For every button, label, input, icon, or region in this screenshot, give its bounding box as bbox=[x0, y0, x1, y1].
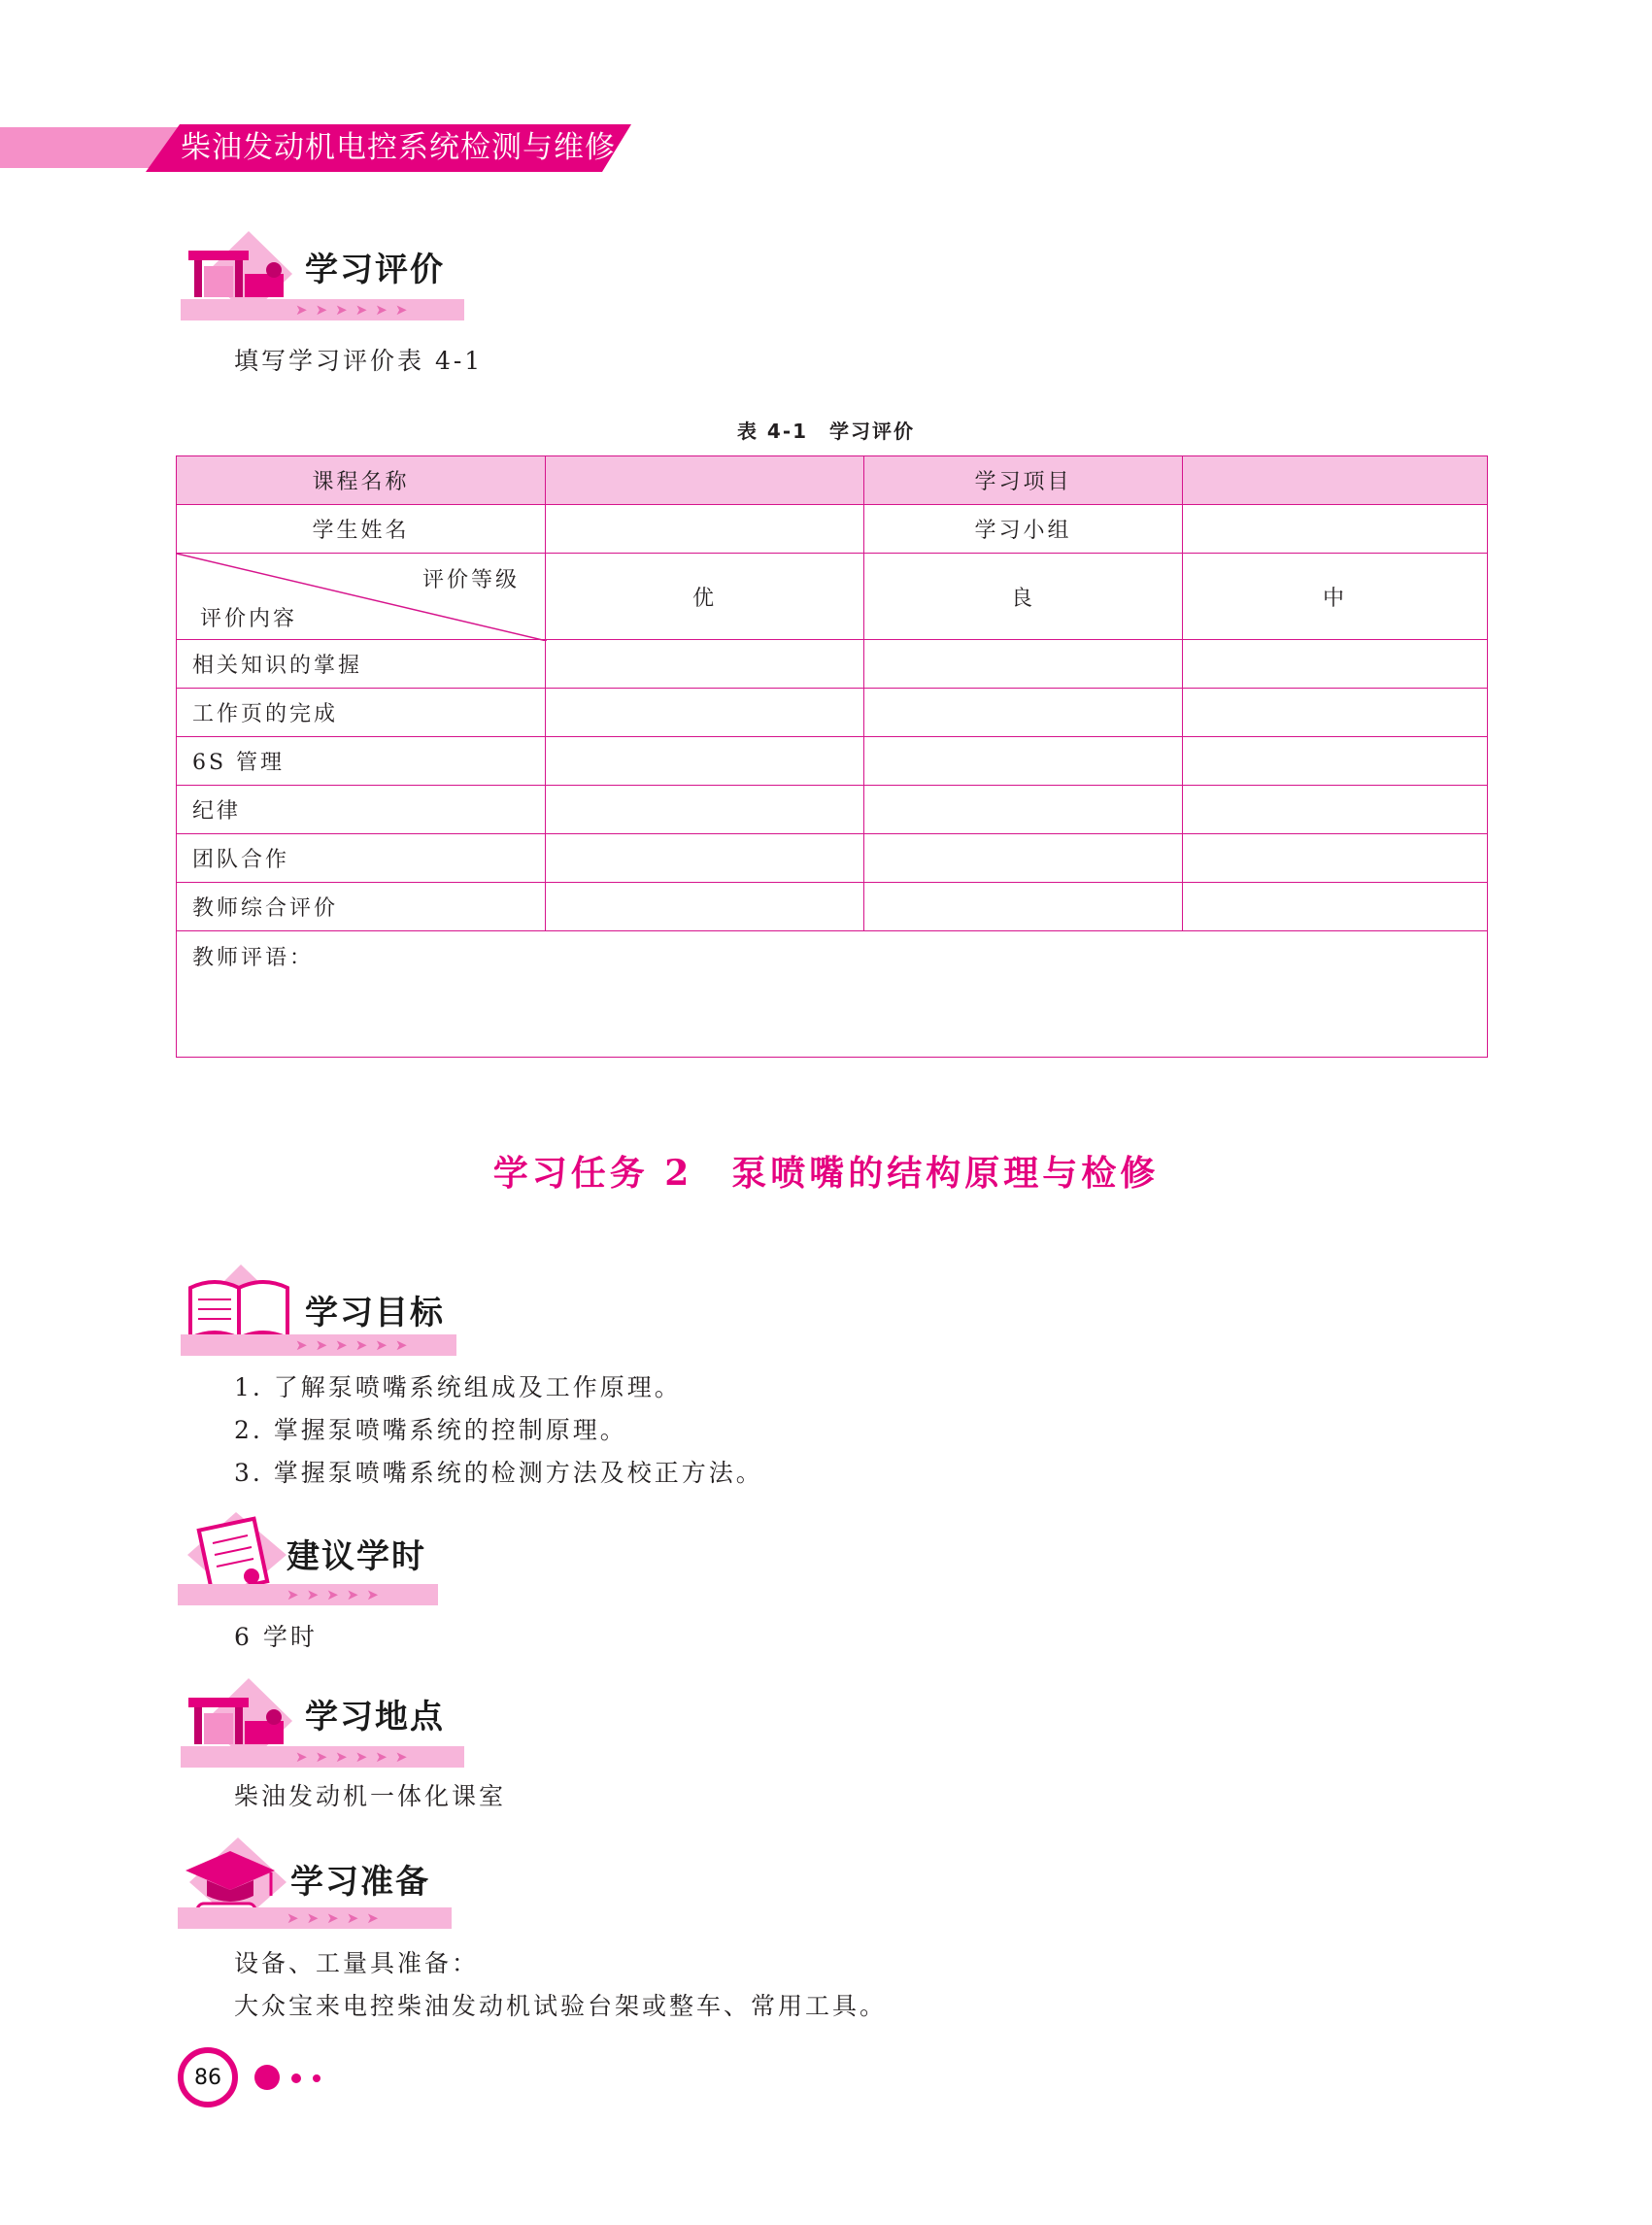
task-title: 学习任务 2 泵喷嘴的结构原理与检修 bbox=[492, 1153, 1160, 1194]
grade-cell bbox=[863, 785, 1183, 834]
diag-top-label: 评价等级 bbox=[421, 568, 520, 592]
student-label: 学生姓名 bbox=[176, 504, 546, 554]
grade-good: 良 bbox=[863, 553, 1183, 640]
section-title-place: 学习地点 bbox=[305, 1698, 445, 1736]
criteria-row-label: 相关知识的掌握 bbox=[176, 639, 546, 689]
grade-cell bbox=[1182, 882, 1488, 931]
grade-cell bbox=[1182, 833, 1488, 883]
criteria-row-label: 工作页的完成 bbox=[176, 688, 546, 737]
section-title-prep: 学习准备 bbox=[290, 1863, 430, 1902]
section-title-eval: 学习评价 bbox=[305, 251, 445, 289]
grade-cell bbox=[863, 882, 1183, 931]
badge-arrows: ➤➤➤➤➤ bbox=[287, 1909, 387, 1927]
section-badge-place bbox=[181, 1670, 472, 1768]
grade-excellent: 优 bbox=[545, 553, 864, 640]
table-caption: 表 4-1 学习评价 bbox=[736, 420, 916, 443]
criteria-row-label: 团队合作 bbox=[176, 833, 546, 883]
grade-cell bbox=[863, 833, 1183, 883]
goal-item-1: 1. 了解泵喷嘴系统组成及工作原理。 bbox=[234, 1373, 682, 1401]
header-title: 柴油发动机电控系统检测与维修 bbox=[181, 130, 616, 165]
criteria-row-label: 教师综合评价 bbox=[176, 882, 546, 931]
badge-arrows: ➤➤➤➤➤➤ bbox=[295, 301, 416, 319]
goal-item-3: 3. 掌握泵喷嘴系统的检测方法及校正方法。 bbox=[234, 1459, 763, 1487]
badge-arrows: ➤➤➤➤➤➤ bbox=[295, 1336, 416, 1354]
eval-intro: 填写学习评价表 4-1 bbox=[234, 347, 484, 375]
criteria-row-label: 6S 管理 bbox=[176, 736, 546, 786]
grade-cell bbox=[863, 688, 1183, 737]
grade-cell bbox=[545, 785, 864, 834]
grade-cell bbox=[863, 736, 1183, 786]
grade-cell bbox=[545, 736, 864, 786]
grade-average: 中 bbox=[1182, 553, 1488, 640]
diagonal-header-cell bbox=[176, 553, 546, 640]
project-value bbox=[1182, 455, 1488, 505]
hours-text: 6 学时 bbox=[234, 1623, 318, 1651]
section-badge-hours bbox=[178, 1508, 469, 1605]
place-text: 柴油发动机一体化课室 bbox=[234, 1782, 507, 1810]
diag-bottom-label: 评价内容 bbox=[200, 607, 298, 631]
teacher-comment-cell bbox=[176, 930, 1488, 1058]
page-number: 86 bbox=[178, 2047, 238, 2107]
grade-cell bbox=[1182, 639, 1488, 689]
student-value bbox=[545, 504, 864, 554]
section-badge-goal bbox=[181, 1259, 472, 1356]
section-title-goal: 学习目标 bbox=[305, 1294, 445, 1332]
grade-cell bbox=[863, 639, 1183, 689]
grade-cell bbox=[1182, 736, 1488, 786]
grade-cell bbox=[1182, 688, 1488, 737]
teacher-comment-label: 教师评语： bbox=[192, 946, 315, 970]
evaluation-table bbox=[176, 455, 1488, 1058]
grade-cell bbox=[545, 639, 864, 689]
grade-cell bbox=[1182, 785, 1488, 834]
badge-arrows: ➤➤➤➤➤ bbox=[287, 1586, 387, 1603]
goal-item-2: 2. 掌握泵喷嘴系统的控制原理。 bbox=[234, 1416, 627, 1444]
grade-cell bbox=[545, 882, 864, 931]
group-value bbox=[1182, 504, 1488, 554]
criteria-row-label: 纪律 bbox=[176, 785, 546, 834]
section-badge-prep bbox=[178, 1832, 469, 1929]
section-title-hours: 建议学时 bbox=[287, 1537, 426, 1576]
course-name-value bbox=[545, 455, 864, 505]
grade-cell bbox=[545, 833, 864, 883]
prep-line-2: 大众宝来电控柴油发动机试验台架或整车、常用工具。 bbox=[234, 1992, 888, 2020]
page-dot-small bbox=[313, 2074, 320, 2082]
section-badge-eval bbox=[181, 223, 472, 320]
page-dot-large bbox=[254, 2065, 280, 2090]
grade-cell bbox=[545, 688, 864, 737]
prep-line-1: 设备、工量具准备： bbox=[234, 1949, 480, 1977]
page-dot-small bbox=[291, 2073, 301, 2083]
project-label: 学习项目 bbox=[863, 455, 1183, 505]
badge-arrows: ➤➤➤➤➤➤ bbox=[295, 1748, 416, 1766]
group-label: 学习小组 bbox=[863, 504, 1183, 554]
course-name-label: 课程名称 bbox=[176, 455, 546, 505]
